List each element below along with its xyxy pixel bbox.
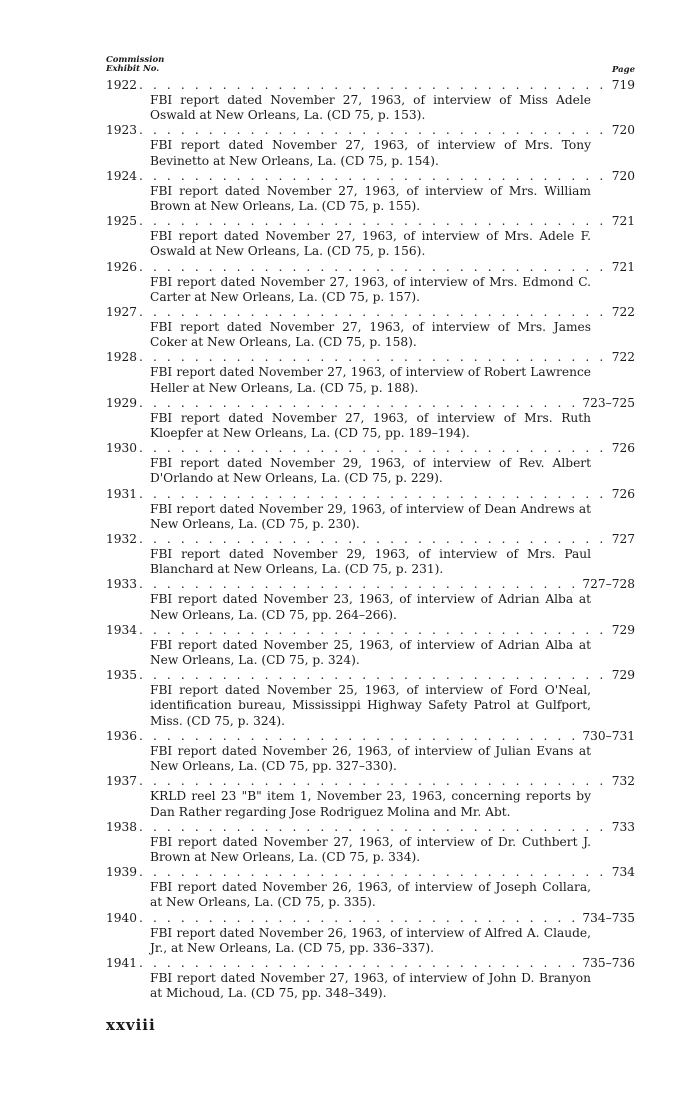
dot-leader xyxy=(139,774,610,789)
exhibit-number: 1922 xyxy=(106,78,138,92)
exhibit-number: 1937 xyxy=(106,774,138,789)
exhibit-entry xyxy=(106,441,635,486)
dot-leader xyxy=(139,577,580,592)
page-number: 733 xyxy=(611,819,635,834)
exhibit-number: 1925 xyxy=(106,214,138,229)
exhibit-number: 1934 xyxy=(106,622,138,637)
exhibit-entry xyxy=(106,623,635,668)
exhibit-description: FBI report dated November 23, 1963, of interview of Adrian Alba at New Orleans, La. (CD 75, pp. 264–266). xyxy=(150,592,591,622)
exhibit-description: FBI report dated November 27, 1963, of interview of Mrs. William Brown at New Orleans, La. (CD 75, p. 155). xyxy=(150,183,591,214)
page-number: 722 xyxy=(611,305,635,320)
exhibit-heading-line2: Exhibit No. xyxy=(106,64,160,74)
dot-leader xyxy=(139,865,610,880)
dot-leader xyxy=(139,623,610,638)
exhibit-entry-line xyxy=(106,668,635,683)
exhibit-number: 1926 xyxy=(106,259,138,274)
exhibit-number: 1933 xyxy=(106,577,138,592)
exhibit-column-heading xyxy=(106,56,186,74)
exhibit-entry-line xyxy=(106,305,635,320)
page-column-heading: Page xyxy=(611,65,635,75)
exhibit-entry-line xyxy=(106,820,635,835)
exhibit-description: FBI report dated November 27, 1963, of interview of Mrs. Tony Bevinetto at New Orleans, La. (CD 75, p. 154). xyxy=(150,138,591,168)
exhibit-number: 1935 xyxy=(106,668,138,683)
exhibit-description: FBI report dated November 25, 1963, of interview of Ford O'Neal, identification bureau, Mississippi Highway Safety Patrol at Gulfport, Miss. (CD 75, p. 324). xyxy=(150,683,591,728)
exhibit-entry xyxy=(106,911,635,956)
exhibit-entry xyxy=(106,169,635,214)
exhibit-description: KRLD reel 23 "B" item 1, November 23, 1963, concerning reports by Dan Rather regarding Jose Rodriguez Molina and Mr. Abt. xyxy=(150,789,591,819)
exhibit-number: 1936 xyxy=(106,728,138,743)
exhibit-description: FBI report dated November 26, 1963, of interview of Alfred A. Claude, Jr., at New Orleans, La. (CD 75, pp. 336–337). xyxy=(150,925,591,955)
exhibit-entry xyxy=(106,260,635,305)
exhibit-entry xyxy=(106,396,635,441)
page-number: 729 xyxy=(611,622,635,637)
page-number: 722 xyxy=(611,350,635,365)
exhibit-number: 1930 xyxy=(106,441,138,456)
exhibit-entry-line xyxy=(106,956,635,971)
dot-leader xyxy=(139,911,580,926)
page-number: 730–731 xyxy=(582,728,635,743)
exhibit-description: FBI report dated November 29, 1963, of interview of Dean Andrews at New Orleans, La. (CD 75, p. 230). xyxy=(150,501,591,531)
exhibit-entry xyxy=(106,78,635,123)
exhibit-entry-line xyxy=(106,532,635,547)
exhibit-number: 1924 xyxy=(106,168,138,183)
dot-leader xyxy=(139,78,610,93)
page-number: 720 xyxy=(611,123,635,138)
exhibit-entry-line xyxy=(106,774,635,789)
exhibit-number: 1939 xyxy=(106,865,138,880)
page-number: 726 xyxy=(611,486,635,501)
exhibit-description: FBI report dated November 27, 1963, of interview of Mrs. Edmond C. Carter at New Orleans, La. (CD 75, p. 157). xyxy=(150,274,591,304)
exhibit-entry xyxy=(106,865,635,910)
exhibit-heading-line1: Commission xyxy=(106,55,165,65)
page-number: 721 xyxy=(611,214,635,229)
exhibit-description: FBI report dated November 25, 1963, of interview of Adrian Alba at New Orleans, La. (CD 75, p. 324). xyxy=(150,637,591,668)
exhibit-entry xyxy=(106,532,635,577)
page-number: 719 xyxy=(611,78,635,92)
exhibit-number: 1932 xyxy=(106,532,138,547)
page-number: 727 xyxy=(611,532,635,547)
exhibit-description: FBI report dated November 27, 1963, of interview of Miss Adele Oswald at New Orleans, La. (CD 75, p. 153). xyxy=(150,93,591,123)
page-number: 734 xyxy=(611,865,635,880)
exhibit-entry-line xyxy=(106,78,635,93)
exhibit-number: 1940 xyxy=(106,910,138,925)
dot-leader xyxy=(139,123,610,138)
dot-leader xyxy=(139,729,580,744)
exhibit-entry xyxy=(106,350,635,395)
dot-leader xyxy=(139,214,610,229)
page-number: 729 xyxy=(611,668,635,683)
exhibit-entry-line xyxy=(106,911,635,926)
exhibit-entry xyxy=(106,577,635,622)
exhibit-index xyxy=(106,56,635,1001)
exhibit-entry xyxy=(106,820,635,865)
dot-leader xyxy=(139,532,610,547)
dot-leader xyxy=(139,169,610,184)
exhibit-entry xyxy=(106,305,635,350)
exhibit-entry xyxy=(106,729,635,774)
dot-leader xyxy=(139,820,610,835)
page-number: 721 xyxy=(611,259,635,274)
page-number: 727–728 xyxy=(582,577,635,592)
exhibit-entry-line xyxy=(106,396,635,411)
exhibit-description: FBI report dated November 27, 1963, of interview of Robert Lawrence Heller at New Orleans, La. (CD 75, p. 188). xyxy=(150,365,591,395)
exhibit-entry-line xyxy=(106,123,635,138)
exhibit-description: FBI report dated November 29, 1963, of interview of Rev. Albert D'Orlando at New Orleans, La. (CD 75, p. 229). xyxy=(150,456,591,486)
exhibit-entry xyxy=(106,956,635,1001)
exhibit-description: FBI report dated November 27, 1963, of interview of Mrs. Ruth Kloepfer at New Orleans, La. (CD 75, pp. 189–194). xyxy=(150,410,591,441)
exhibit-description: FBI report dated November 27, 1963, of interview of Dr. Cuthbert J. Brown at New Orleans, La. (CD 75, p. 334). xyxy=(150,834,591,864)
exhibit-entry-line xyxy=(106,441,635,456)
exhibit-number: 1923 xyxy=(106,123,138,138)
dot-leader xyxy=(139,668,610,683)
exhibit-entry-line xyxy=(106,214,635,229)
exhibit-entry-line xyxy=(106,729,635,744)
exhibit-number: 1938 xyxy=(106,819,138,834)
exhibit-entry-line xyxy=(106,350,635,365)
page-number: 723–725 xyxy=(582,395,635,410)
exhibit-entry xyxy=(106,774,635,819)
exhibit-description: FBI report dated November 27, 1963, of interview of John D. Branyon at Michoud, La. (CD 75, pp. 348–349). xyxy=(150,970,591,1001)
exhibit-description: FBI report dated November 27, 1963, of interview of Mrs. Adele F. Oswald at New Orleans, La. (CD 75, p. 156). xyxy=(150,229,591,259)
column-headings xyxy=(106,56,635,78)
exhibit-entry-line xyxy=(106,865,635,880)
exhibit-description: FBI report dated November 27, 1963, of interview of Mrs. James Coker at New Orleans, La. (CD 75, p. 158). xyxy=(150,320,591,350)
exhibit-number: 1928 xyxy=(106,350,138,365)
exhibit-number: 1931 xyxy=(106,486,138,501)
exhibit-description: FBI report dated November 26, 1963, of interview of Julian Evans at New Orleans, La. (CD 75, pp. 327–330). xyxy=(150,743,591,774)
exhibit-entry-line xyxy=(106,260,635,275)
exhibit-entry-line xyxy=(106,169,635,184)
page-folio: xxviii xyxy=(106,1016,156,1034)
dot-leader xyxy=(139,350,610,365)
exhibit-entry xyxy=(106,214,635,259)
exhibit-entry xyxy=(106,487,635,532)
exhibit-description: FBI report dated November 29, 1963, of interview of Mrs. Paul Blanchard at New Orleans, La. (CD 75, p. 231). xyxy=(150,547,591,577)
dot-leader xyxy=(139,441,610,456)
dot-leader xyxy=(139,305,610,320)
dot-leader xyxy=(139,396,580,411)
exhibit-entry xyxy=(106,123,635,168)
dot-leader xyxy=(139,260,610,275)
exhibit-number: 1927 xyxy=(106,305,138,320)
page-number: 734–735 xyxy=(582,910,635,925)
dot-leader xyxy=(139,956,580,971)
exhibit-number: 1929 xyxy=(106,395,138,410)
exhibit-description: FBI report dated November 26, 1963, of interview of Joseph Collara, at New Orleans, La. (CD 75, p. 335). xyxy=(150,880,591,910)
page-number: 732 xyxy=(611,774,635,789)
exhibit-entry-line xyxy=(106,623,635,638)
exhibit-entry-line xyxy=(106,577,635,592)
page-number: 720 xyxy=(611,168,635,183)
page-number: 735–736 xyxy=(582,955,635,970)
exhibit-entry-line xyxy=(106,487,635,502)
page-number: 726 xyxy=(611,441,635,456)
exhibit-entry xyxy=(106,668,635,729)
exhibit-number: 1941 xyxy=(106,955,138,970)
dot-leader xyxy=(139,487,610,502)
entry-list xyxy=(106,78,635,1001)
